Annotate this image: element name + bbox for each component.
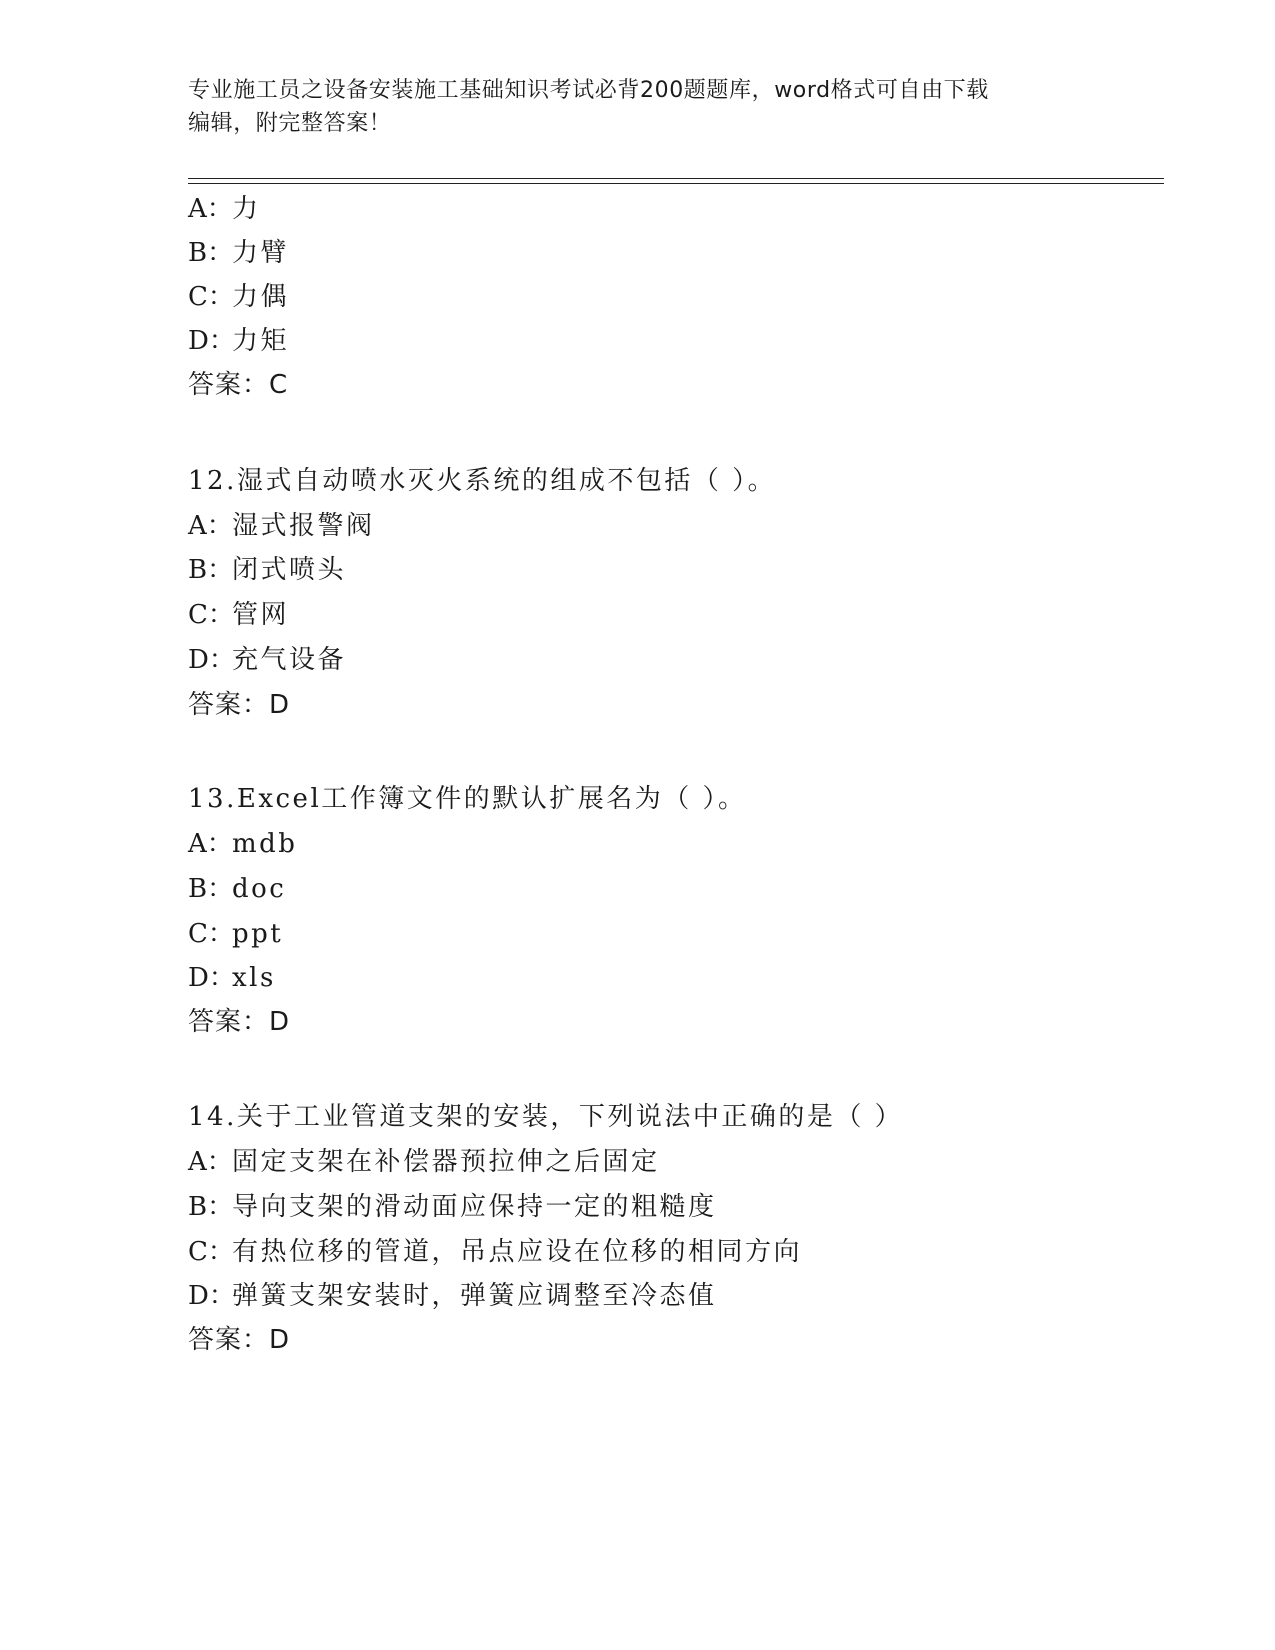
option-key: C： (188, 600, 234, 630)
option-key: C： (188, 282, 234, 312)
option-text: ppt (232, 919, 284, 949)
option-key: D： (188, 645, 235, 675)
option-text: 力臂 (232, 238, 290, 268)
q12-option-b (188, 553, 346, 587)
q14-answer: 答案：D (188, 1325, 291, 1355)
option-text: mdb (232, 829, 298, 859)
header-title-line-1: 专业施工员之设备安装施工基础知识考试必背200题题库，word格式可自由下载 (188, 78, 989, 103)
option-key: D： (188, 963, 235, 993)
q13-option-d (188, 961, 276, 995)
q12-question: 12.湿式自动喷水灭火系统的组成不包括（ ）。 (188, 466, 777, 496)
q13-question: 13.Excel工作簿文件的默认扩展名为（ ）。 (188, 784, 747, 814)
q14-option-c (188, 1235, 802, 1269)
q14-option-b (188, 1190, 717, 1224)
option-key: D： (188, 326, 235, 356)
option-text: 有热位移的管道，吊点应设在位移的相同方向 (232, 1237, 803, 1267)
q14-question: 14.关于工业管道支架的安装，下列说法中正确的是（ ） (188, 1102, 904, 1132)
option-key: B： (188, 238, 234, 268)
option-text: 导向支架的滑动面应保持一定的粗糙度 (232, 1192, 717, 1222)
header-divider-top (188, 178, 1164, 179)
option-key: A： (188, 194, 233, 224)
option-text: 力偶 (232, 282, 290, 312)
q13-option-c (188, 917, 283, 951)
q12-answer: 答案：D (188, 690, 291, 720)
q12-option-a (188, 509, 375, 543)
option-text: 固定支架在补偿器预拉伸之后固定 (232, 1147, 660, 1177)
q11-option-a (188, 192, 261, 226)
q12-option-c (188, 598, 289, 632)
option-key: C： (188, 919, 234, 949)
option-key: D： (188, 1281, 235, 1311)
q11-option-b (188, 236, 289, 270)
option-key: A： (188, 511, 233, 541)
option-key: B： (188, 874, 234, 904)
option-key: C： (188, 1237, 234, 1267)
option-text: 闭式喷头 (232, 555, 347, 585)
q11-option-c (188, 280, 289, 314)
header-divider-bottom (188, 183, 1164, 184)
q13-option-a (188, 827, 297, 861)
option-text: 充气设备 (232, 645, 347, 675)
option-key: A： (188, 829, 233, 859)
option-text: 力矩 (232, 326, 290, 356)
q11-option-d (188, 324, 289, 358)
option-text: xls (232, 963, 276, 993)
q11-answer: 答案：C (188, 370, 289, 400)
q14-option-d (188, 1279, 717, 1313)
q12-option-d (188, 643, 346, 677)
option-key: B： (188, 555, 234, 585)
option-text: 管网 (232, 600, 290, 630)
option-key: B： (188, 1192, 234, 1222)
option-text: 弹簧支架安装时，弹簧应调整至冷态值 (232, 1281, 717, 1311)
document-header (188, 74, 1088, 140)
q14-option-a (188, 1145, 660, 1179)
option-text: 湿式报警阀 (232, 511, 375, 541)
q13-option-b (188, 872, 286, 906)
option-text: doc (232, 874, 287, 904)
header-title-line-2: 编辑，附完整答案！ (188, 111, 392, 136)
option-text: 力 (232, 194, 261, 224)
option-key: A： (188, 1147, 233, 1177)
q13-answer: 答案：D (188, 1007, 291, 1037)
